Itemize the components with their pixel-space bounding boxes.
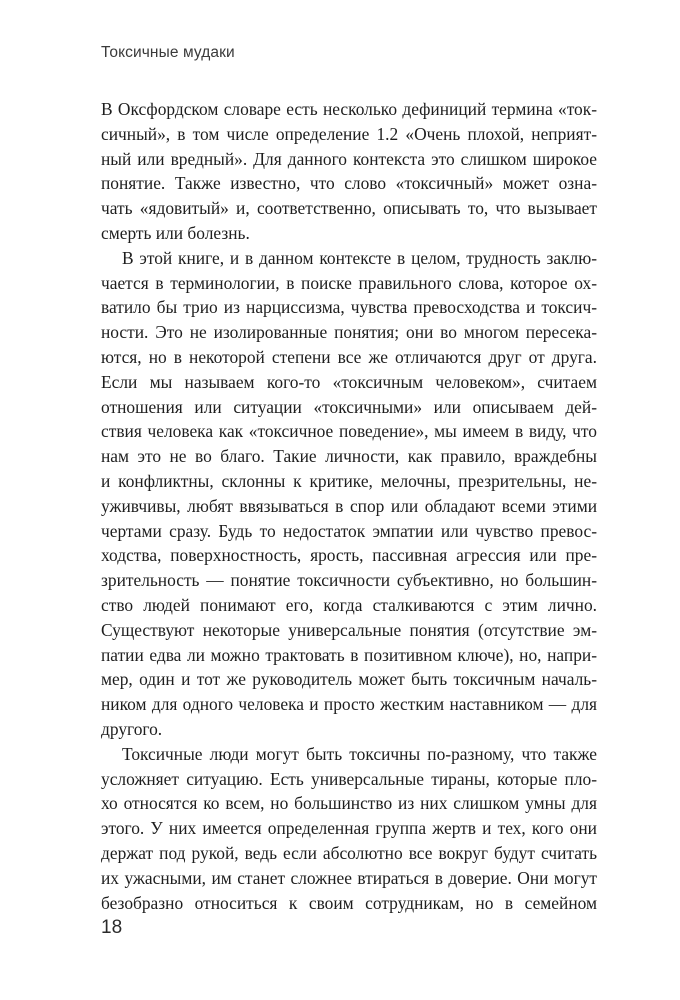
text-line: зрительность — понятие токсичности субъективно, но большин- [101, 570, 597, 591]
text-line: другого. [101, 718, 163, 739]
text-line: Токсичные люди могут быть токсичны по-разному, что также [122, 743, 597, 764]
text-line: ный или вредный». Для данного контекста это слишком широкое [101, 148, 597, 169]
text-line: этого. У них имеется определенная группа жертв и тех, кого они [101, 818, 597, 839]
text-line: ности. Это не изолированные понятия; они во многом пересека- [101, 322, 597, 343]
text-line: ватило бы трио из нарциссизма, чувства превосходства и токсич- [101, 297, 597, 318]
text-line: отношения или ситуации «токсичными» или описываем дей- [101, 396, 597, 417]
text-line: усложняет ситуацию. Есть универсальные тираны, которые пло- [101, 768, 597, 789]
text-line: мер, один и тот же руководитель может быть токсичным началь- [101, 669, 597, 690]
text-line: чертами сразу. Будь то недостаток эмпатии или чувство превос- [101, 520, 597, 541]
text-line: чать «ядовитый» и, соответственно, описывать то, что вызывает [101, 198, 597, 219]
text-line: В этой книге, и в данном контексте в целом, трудность заклю- [122, 247, 597, 268]
text-line: ство людей понимают его, когда сталкиваются с этим лично. [101, 594, 597, 615]
text-line: ются, но в некоторой степени все же отличаются друг от друга. [101, 346, 597, 367]
text-line: хо относятся ко всем, но большинство из них слишком умны для [101, 793, 597, 814]
text-line: ходства, поверхностность, ярость, пассивная агрессия или пре- [101, 545, 597, 566]
text-line: безобразно относиться к своим сотрудникам, но в семейном [101, 892, 597, 913]
text-line: Если мы называем кого-то «токсичным человеком», считаем [101, 371, 597, 392]
running-head: Токсичные мудаки [101, 44, 235, 61]
text-line: уживчивы, любят ввязываться в спор или обладают всеми этими [101, 495, 597, 516]
text-line: В Оксфордском словаре есть несколько дефиниций термина «ток- [101, 99, 597, 119]
text-line: их ужасными, им станет сложнее втираться в доверие. Они могут [101, 867, 597, 888]
text-line: нам это не во благо. Такие личности, как правило, враждебны [101, 446, 597, 467]
text-line: ником для одного человека и просто жестким наставником — для [101, 694, 597, 715]
text-line: ствия человека как «токсичное поведение», мы имеем в виду, что [101, 421, 597, 442]
text-line: патии едва ли можно трактовать в позитивном ключе), но, напри- [101, 644, 597, 665]
text-line: понятие. Также известно, что слово «токсичный» может озна- [101, 173, 597, 194]
text-line: Существуют некоторые универсальные понятия (отсутствие эм- [101, 619, 597, 640]
page-number: 18 [101, 917, 123, 938]
text-line: сичный», в том числе определение 1.2 «Очень плохой, неприят- [101, 123, 597, 144]
text-line: держат под рукой, ведь если абсолютно все вокруг будут считать [101, 842, 597, 863]
text-line: и конфликтны, склонны к критике, мелочны, презрительны, не- [101, 470, 597, 491]
text-line: чается в терминологии, в поиске правильного слова, которое ох- [101, 272, 597, 293]
text-line: смерть или болезнь. [101, 222, 250, 243]
body-text [101, 97, 597, 915]
